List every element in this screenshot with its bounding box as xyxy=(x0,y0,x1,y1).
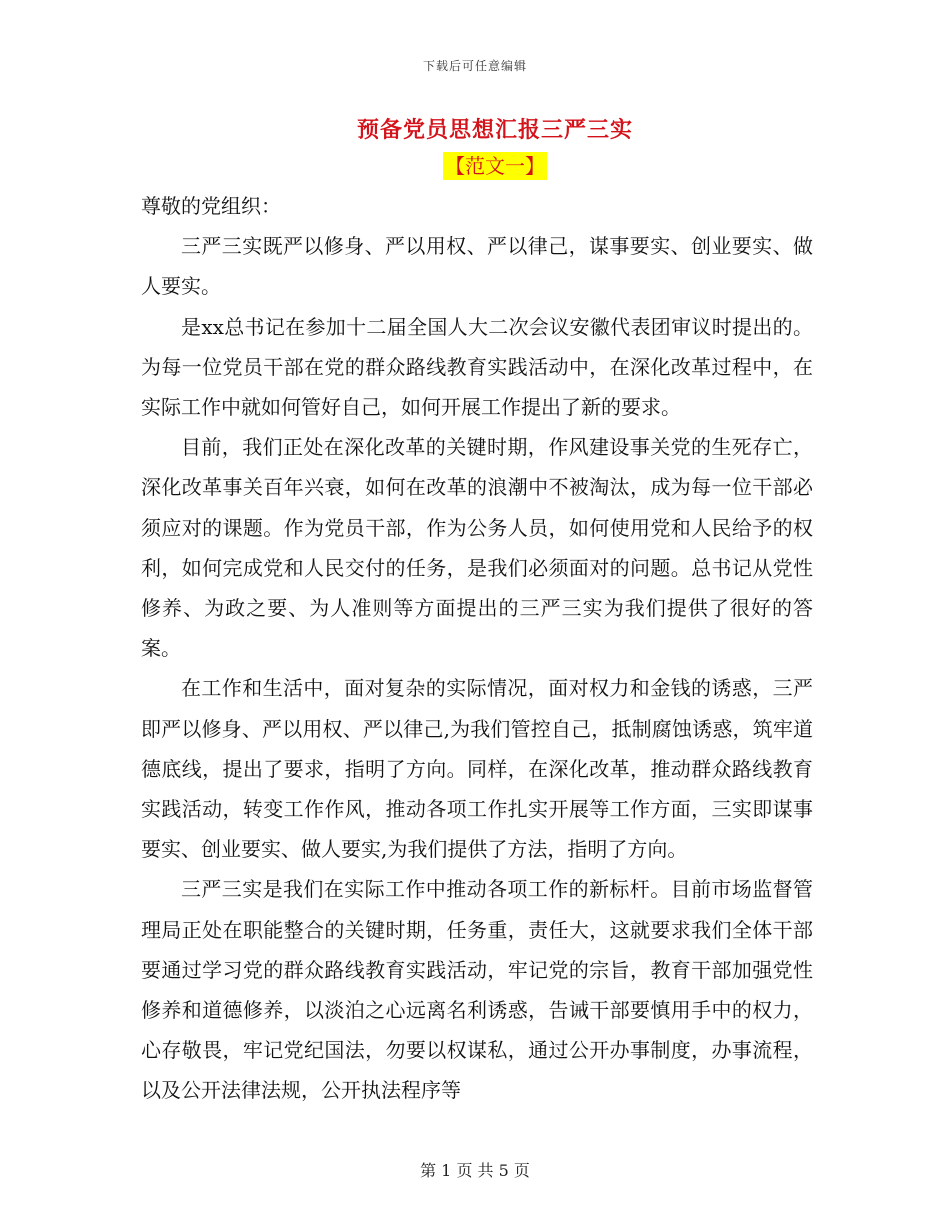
paragraph: 目前，我们正处在深化改革的关键时期，作风建设事关党的生死存亡，深化改革事关百年兴衰，如何在改革的浪潮中不被淘汰，成为每一位干部必须应对的课题。作为党员干部，作为公务人员，如何使用党和人民给予的权利，如何完成党和人民交付的任务，是我们必须面对的问题。总书记从党性修养、为政之要、为人准则等方面提出的三严三实为我们提供了很好的答案。 xyxy=(141,435,813,661)
page-number: 第 1 页 共 5 页 xyxy=(420,1161,530,1180)
document-title: 预备党员思想汇报三严三实 xyxy=(356,117,633,143)
paragraph: 是xx总书记在参加十二届全国人大二次会议安徽代表团审议时提出的。为每一位党员干部在党的群众路线教育实践活动中，在深化改革过程中，在实际工作中就如何管好自己，如何开展工作提出了新的要求。 xyxy=(141,314,813,420)
paragraph: 三严三实是我们在实际工作中推动各项工作的新标杆。目前市场监督管理局正处在职能整合的关键时期，任务重，责任大，这就要求我们全体干部要通过学习党的群众路线教育实践活动，牢记党的宗旨，教育干部加强党性修养和道德修养，以淡泊之心远离名利诱惑，告诫干部要慎用手中的权力，心存敬畏，牢记党纪国法，勿要以权谋私，通过公开办事制度，办事流程，以及公开法律法规，公开执法程序等 xyxy=(141,877,813,1103)
paragraph: 三严三实既严以修身、严以用权、严以律己，谋事要实、创业要实、做人要实。 xyxy=(141,234,813,299)
download-note: 下载后可任意编辑 xyxy=(422,59,527,73)
document-subtitle: 【范文一】 xyxy=(445,154,545,178)
document-body xyxy=(141,186,813,1111)
subtitle-container xyxy=(0,152,950,180)
paragraph: 在工作和生活中，面对复杂的实际情况，面对权力和金钱的诱惑，三严即严以修身、严以用权、严以律己,为我们管控自己，抵制腐蚀诱惑，筑牢道德底线，提出了要求，指明了方向。同样，在深化改革，推动群众路线教育实践活动，转变工作作风，推动各项工作扎实开展等工作方面，三实即谋事要实、创业要实、做人要实,为我们提供了方法，指明了方向。 xyxy=(141,676,813,862)
salutation: 尊敬的党组织： xyxy=(141,194,281,218)
